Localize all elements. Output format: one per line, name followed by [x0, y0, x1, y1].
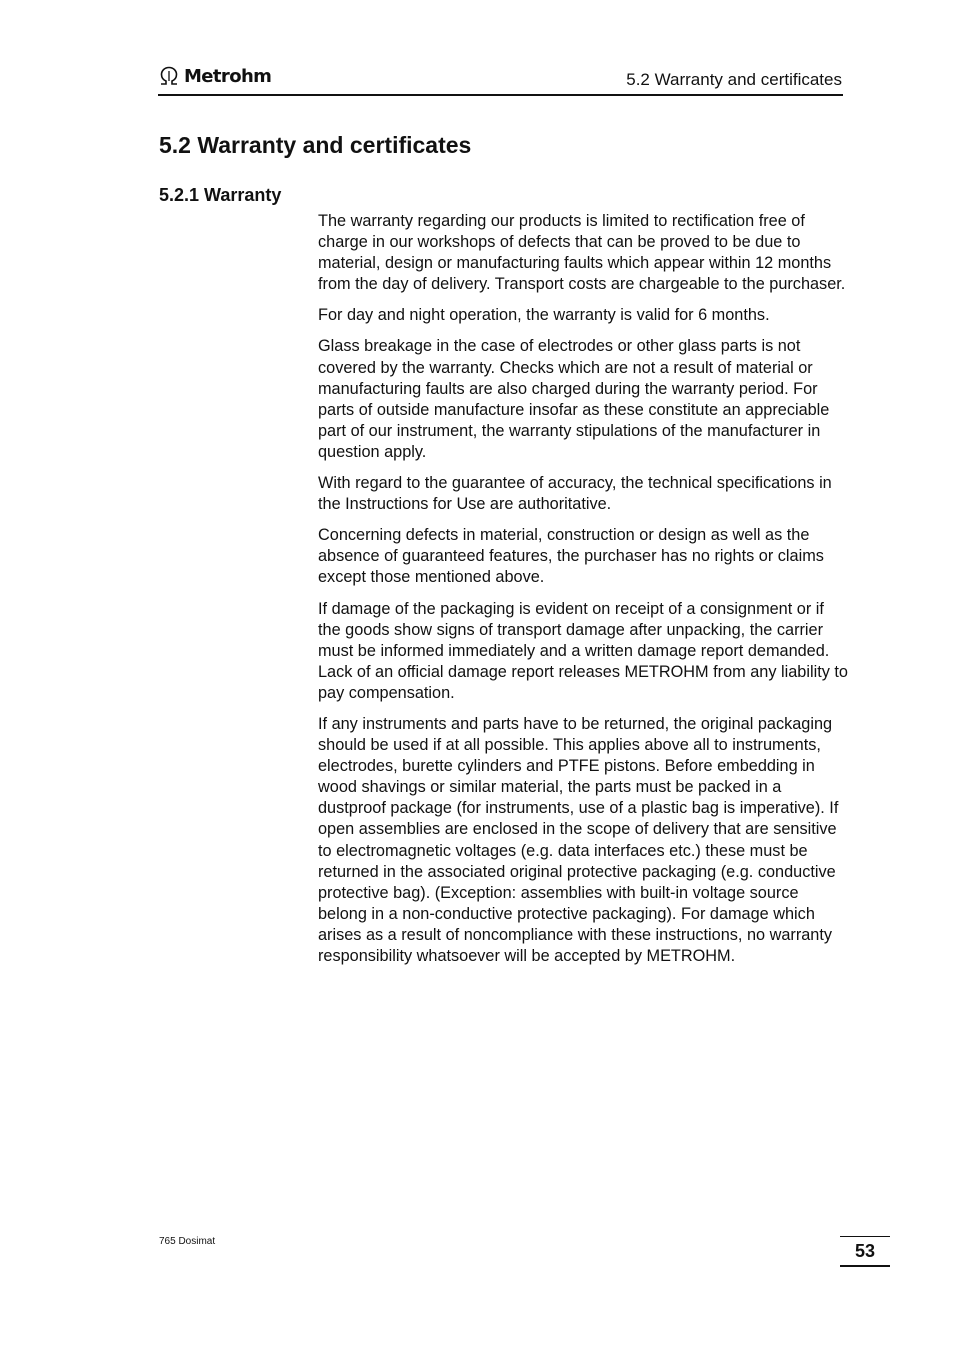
brand-logo: [158, 65, 271, 87]
brand-name: Metrohm: [184, 65, 272, 87]
page-header: [158, 64, 843, 96]
paragraph: The warranty regarding our products is limited to rectification free of charge in our workshops of defects that can be proved to be due to material, design or manufacturing faults which appear within 12 months from the day of delivery. Transport costs are chargeable to the purchaser.: [318, 212, 846, 294]
warranty-body: [318, 211, 848, 977]
paragraph: With regard to the guarantee of accuracy, the technical specifications in the Instructions for Use are authoritative.: [318, 474, 832, 514]
subsection-heading: 5.2.1 Warranty: [159, 185, 282, 205]
section-heading: 5.2 Warranty and certificates: [159, 132, 472, 158]
paragraph: Glass breakage in the case of electrodes or other glass parts is not covered by the warranty. Checks which are not a result of material or manufacturing faults are also charged during the warranty period. For parts of outside manufacture insofar as these constitute an appreciable part of our instrument, the warranty stipulations of the manufacturer in question apply.: [318, 337, 830, 461]
page-number: 53: [854, 1241, 876, 1261]
running-header-section: 5.2 Warranty and certificates: [626, 70, 842, 89]
page-number-box: [840, 1236, 890, 1267]
footer-product-name: 765 Dosimat: [159, 1236, 216, 1247]
omega-logo-icon: [158, 65, 180, 87]
paragraph: If any instruments and parts have to be returned, the original packaging should be used if at all possible. This applies above all to instruments, electrodes, burette cylinders and PTFE pistons. Before embedding in wood shavings or similar material, the parts must be packed in a dustproof package (for instruments, use of a plastic bag is imperative). If open assemblies are enclosed in the scope of delivery that are sensitive to electromagnetic voltages (e.g. data interfaces etc.) these must be returned in the associated original protective packaging (e.g. conductive protective bag). (Exception: assemblies with built-in voltage source belong in a non-conductive protective packaging). For damage which arises as a result of noncompliance with these instructions, no warranty responsibility whatsoever will be accepted by METROHM.: [318, 714, 839, 965]
paragraph: For day and night operation, the warranty is valid for 6 months.: [318, 306, 770, 325]
paragraph: Concerning defects in material, construction or design as well as the absence of guaranteed features, the purchaser has no rights or claims except those mentioned above.: [318, 526, 824, 587]
paragraph: If damage of the packaging is evident on receipt of a consignment or if the goods show signs of transport damage after unpacking, the carrier must be informed immediately and a written damage report demanded. Lack of an official damage report releases METROHM from any liability to pay compensation.: [318, 599, 848, 702]
